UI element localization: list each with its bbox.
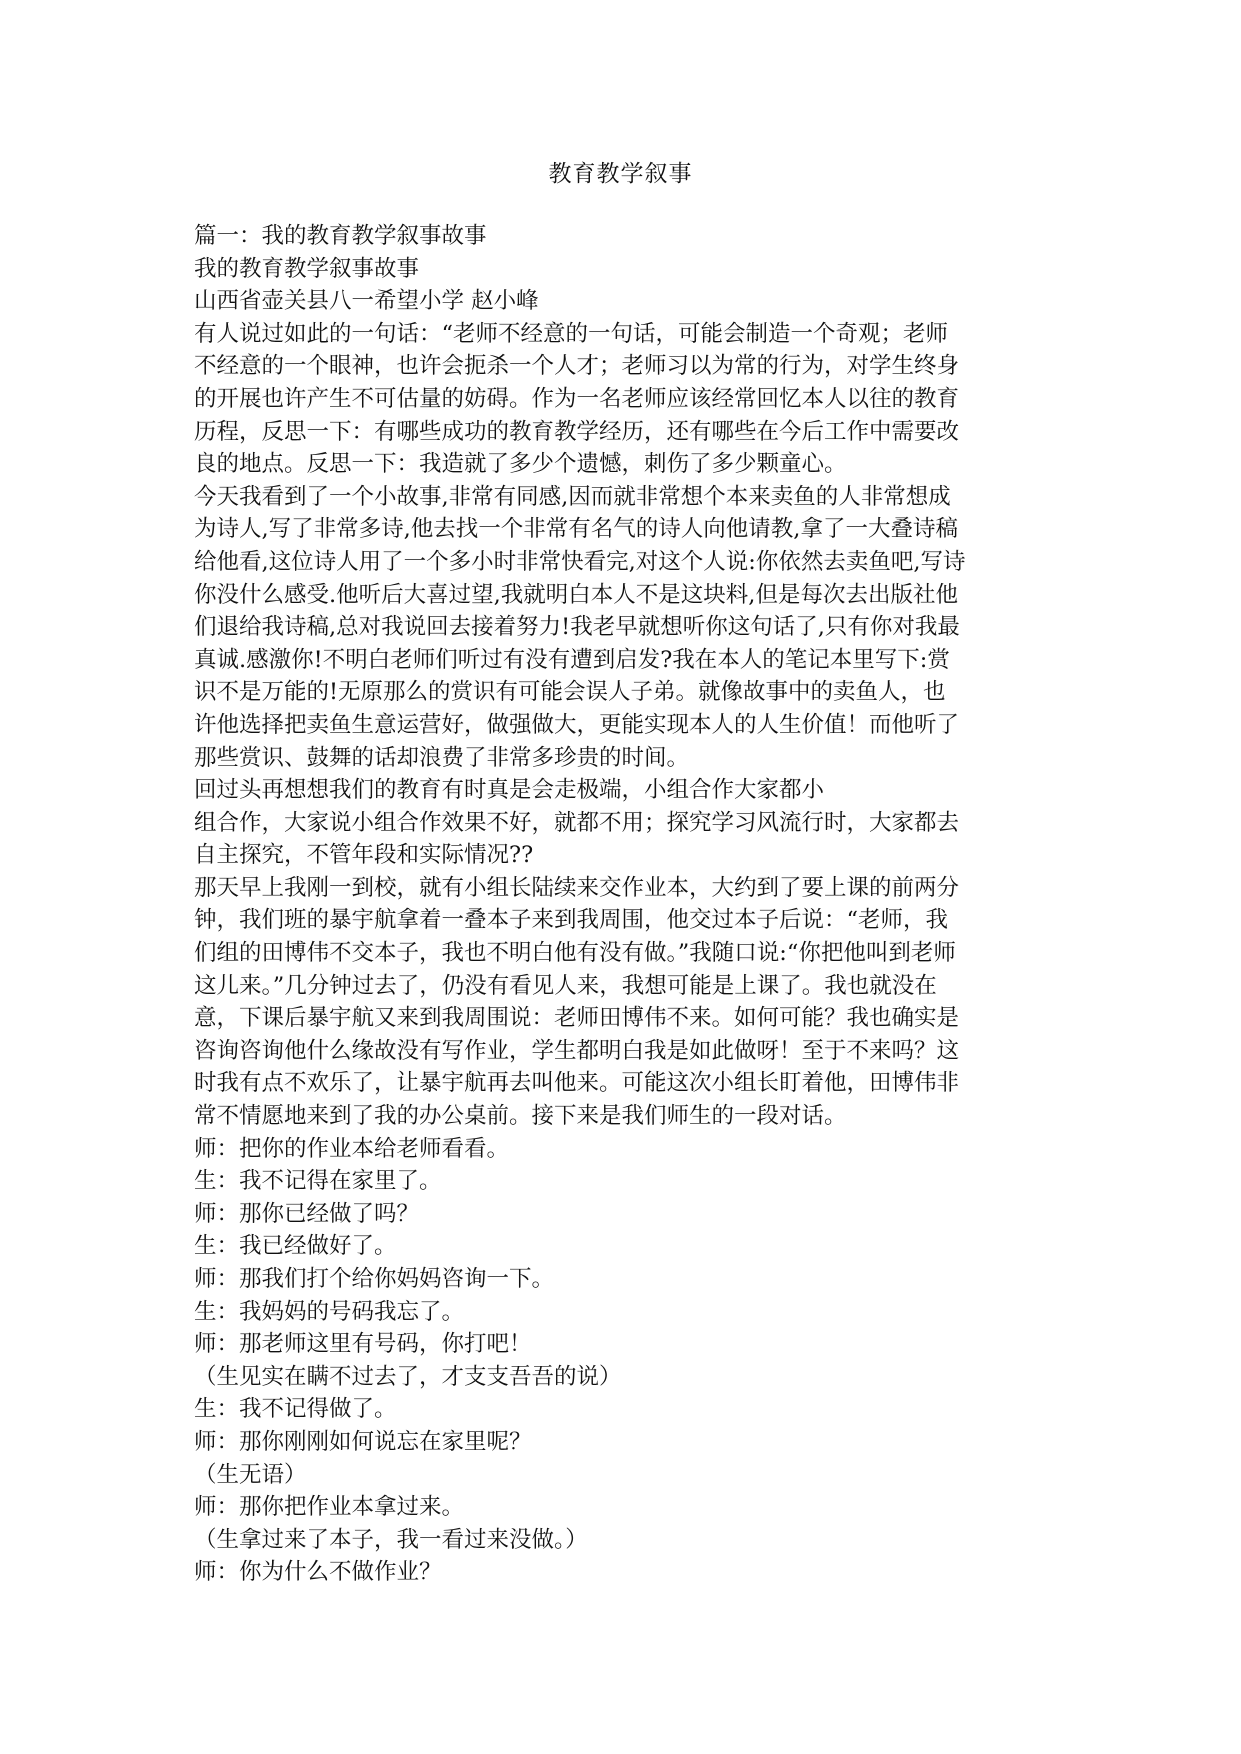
text-line: 生：我不记得在家里了。 — [194, 1168, 442, 1195]
text-line: 你没什么感受.他听后大喜过望,我就明白本人不是这块料,但是每次去出版社他 — [194, 581, 958, 608]
text-line: 咨询咨询他什么缘故没有写作业，学生都明白我是如此做呀！至于不来吗？这 — [194, 1037, 960, 1064]
text-line: 时我有点不欢乐了，让暴宇航再去叫他来。可能这次小组长盯着他，田博伟非 — [194, 1070, 960, 1097]
text-line: 的开展也许产生不可估量的妨碍。作为一名老师应该经常回忆本人以往的教育 — [194, 385, 960, 412]
text-line: 钟，我们班的暴宇航拿着一叠本子来到我周围，他交过本子后说：“老师，我 — [194, 907, 949, 934]
text-line: （生拿过来了本子，我一看过来没做。） — [194, 1526, 588, 1553]
text-line: 生：我不记得做了。 — [194, 1396, 397, 1423]
text-line: 为诗人,写了非常多诗,他去找一个非常有名气的诗人向他请教,拿了一大叠诗稿 — [194, 516, 958, 543]
text-line: 师：那你把作业本拿过来。 — [194, 1494, 465, 1521]
text-line: 意，下课后暴宇航又来到我周围说：老师田博伟不来。如何可能？我也确实是 — [194, 1005, 960, 1032]
text-line: （生无语） — [194, 1461, 307, 1488]
text-line: 山西省壶关县八一希望小学 赵小峰 — [194, 288, 539, 315]
text-line: 师：把你的作业本给老师看看。 — [194, 1135, 510, 1162]
text-line: 今天我看到了一个小故事,非常有同感,因而就非常想个本来卖鱼的人非常想成 — [194, 483, 951, 510]
text-line: 回过头再想想我们的教育有时真是会走极端，小组合作大家都小 — [194, 777, 825, 804]
text-line: 有人说过如此的一句话：“老师不经意的一句话，可能会制造一个奇观；老师 — [194, 320, 949, 347]
text-line: 师：那你刚刚如何说忘在家里呢？ — [194, 1428, 532, 1455]
text-line: 篇一：我的教育教学叙事故事 — [194, 223, 487, 249]
text-line: 组合作，大家说小组合作效果不好，就都不用；探究学习风流行时，大家都去 — [194, 809, 960, 836]
text-line: 们退给我诗稿,总对我说回去接着努力!我老早就想听你这句话了,只有你对我最 — [194, 614, 960, 641]
document-body — [194, 220, 1049, 1589]
text-line: 师：那你已经做了吗？ — [194, 1200, 420, 1227]
text-line: 师：你为什么不做作业？ — [194, 1559, 442, 1586]
text-line: 不经意的一个眼神，也许会扼杀一个人才；老师习以为常的行为，对学生终身 — [194, 353, 960, 380]
text-line: 真诚.感激你!不明白老师们听过有没有遭到启发?我在本人的笔记本里写下:赏 — [194, 646, 950, 673]
text-line: 良的地点。反思一下：我造就了多少个遗憾，刺伤了多少颗童心。 — [194, 451, 847, 478]
text-line: 师：那老师这里有号码，你打吧！ — [194, 1331, 532, 1358]
text-line: 那天早上我刚一到校，就有小组长陆续来交作业本，大约到了要上课的前两分 — [194, 874, 960, 901]
text-line: 那些赏识、鼓舞的话却浪费了非常多珍贵的时间。 — [194, 744, 690, 771]
text-line: 生：我已经做好了。 — [194, 1233, 397, 1260]
document-title: 教育教学叙事 — [548, 161, 693, 187]
text-line: 识不是万能的!无原那么的赏识有可能会误人子弟。就像故事中的卖鱼人，也 — [194, 679, 946, 706]
text-line: （生见实在瞒不过去了，才支支吾吾的说） — [194, 1363, 622, 1390]
text-line: 自主探究，不管年段和实际情况?? — [194, 842, 534, 869]
text-line: 历程，反思一下：有哪些成功的教育教学经历，还有哪些在今后工作中需要改 — [194, 418, 960, 445]
text-line: 给他看,这位诗人用了一个多小时非常快看完,对这个人说:你依然去卖鱼吧,写诗 — [194, 548, 966, 575]
text-line: 这儿来。”几分钟过去了，仍没有看见人来，我想可能是上课了。我也就没在 — [194, 972, 937, 999]
text-line: 许他选择把卖鱼生意运营好，做强做大，更能实现本人的人生价值！而他听了 — [194, 711, 960, 738]
text-line: 常不情愿地来到了我的办公桌前。接下来是我们师生的一段对话。 — [194, 1103, 847, 1130]
text-line: 师：那我们打个给你妈妈咨询一下。 — [194, 1266, 555, 1292]
text-line: 我的教育教学叙事故事 — [194, 255, 420, 282]
text-line: 们组的田博伟不交本子，我也不明白他有没有做。”我随口说:“你把他叫到老师 — [194, 940, 956, 967]
text-line: 生：我妈妈的号码我忘了。 — [194, 1298, 465, 1325]
